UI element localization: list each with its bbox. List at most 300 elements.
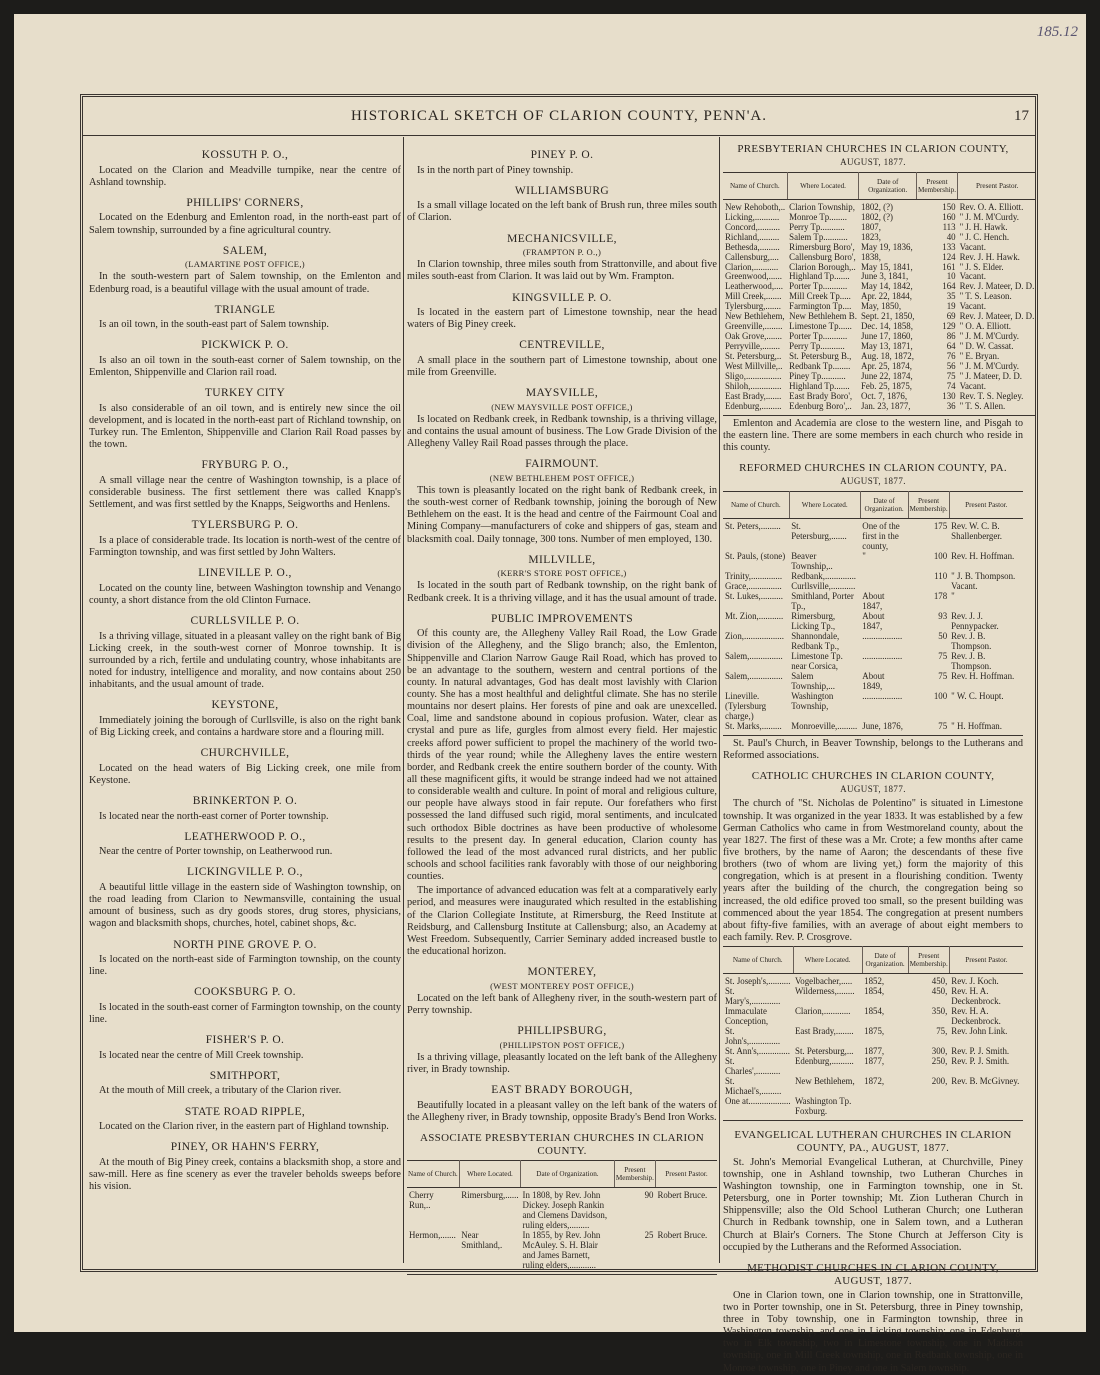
section-heading: MONTEREY, [527,966,597,979]
table-cell: " T. S. Leason. [959,291,1012,302]
table-cell: June 3, 1841, [860,271,909,282]
table-cell: Limestone Tp...... [789,321,852,332]
table-cell: " [862,551,866,562]
table-cell: St. Ann's,.............. [725,1045,790,1056]
post-office-note: (KERR'S STORE POST OFFICE,) [497,568,627,579]
section-text: This town is pleasantly located on the right bank of Redbank creek, in the south-west corner of Redbank township, joining the borough of New Bethlehem on the east. It is the head and centre of the Fairmount Coal and Mining Company—manufacturers of coke and shippers of gas, steam and blacksmith coal. Daily tonnage, 300 tons. Number of men employed, 130. [407,485,717,545]
section-heading: TRIANGLE [214,303,276,316]
table-cell: 175 [933,521,948,532]
column-header: Present Membership. [908,947,949,974]
section-text: Located on the Clarion river, in the eastern part of Highland township. [99,1121,389,1133]
table-cell: East Brady,........ [795,1026,854,1037]
table-cell: About 1847, [862,590,885,611]
table-row [723,1027,1023,1047]
table-row [723,592,1023,612]
section-heading: PHILLIPS' CORNERS, [186,196,304,209]
column-divider [719,137,720,1263]
section-heading: LEATHERWOOD P. O., [184,830,306,843]
section-text: The importance of advanced education was felt at a comparatively early period, and measures were inaugurated which resulted in the establishing of the Clarion Collegiate Institute, at Rimersburg, the Reed Institute at Reidsburg, and Callensburg Institute at Callensburg; also, an Academy at West Freedom. Subsequently, Carrier Seminary added increased bustle to the educational horizon. [407,885,717,957]
table-cell: 1877, [864,1055,885,1066]
table-cell: 75 [908,722,949,735]
column-header: Name of Church. [723,172,787,199]
table-cell: Rev. J. B. Thompson. [951,650,992,671]
table-cell: Rev. J. B. Thompson. [951,630,992,651]
catholic-text: The church of "St. Nicholas de Polentino" is situated in Limestone township. It was organized in the year 1833. It was established by a few German Catholics who came in from Westmoreland county, about the year 1827. The first of these was a Mr. Crote; a few months after came five brothers, by the name of Aaron; the descendants of these five brothers (two of whom are living yet,) form the majority of this congregation, which is at present in a flourishing condition. Twenty years after the building of the church, the congregation being so increased, the old edifice proved too small, so the present building was commenced about the year 1854. The congregation at present numbers about fifty-five families, with an average of about eight members to each family. Rev. P. Crosgrove. [723,798,1023,943]
table-cell: In 1808, by Rev. John Dickey. Joseph Rankin and Clemens Davidson, ruling elders,......... [522,1189,608,1230]
column-header: Name of Church. [407,1160,459,1187]
column-header: Present Membership. [916,172,957,199]
table-cell: Rev. O. A. Elliott. [959,201,1024,212]
table-cell: St. Petersburg,... [795,1045,854,1056]
table-cell: " E. Bryan. [959,351,1000,362]
section-heading: CENTREVILLE, [519,339,605,352]
table-cell: Mt. Zion,........... [725,610,784,621]
section-heading: CURLLSVILLE P. O. [190,615,300,628]
column-header: Name of Church. [723,947,793,974]
table-cell: Porter Tp........... [789,281,848,292]
section-heading: PUBLIC IMPROVEMENTS [490,612,634,625]
table-row [723,987,1023,1007]
table-cell: Vacant. [959,271,986,282]
post-office-note: (NEW BETHLEHEM POST OFFICE,) [489,472,635,483]
table-cell: St. Peters,......... [725,521,781,532]
table-cell: 1802, (?) [860,211,893,222]
column-two [407,141,717,1275]
table-cell: 300, [931,1045,948,1056]
presbyterian-note: Emlenton and Academia are close to the western line, and Pisgah to the eastern line. There are some members in each church who reside in this county. [723,418,1023,454]
table-cell: Rev. P. J. Smith. [951,1045,1010,1056]
column-divider [403,137,404,1263]
table-cell: Vacant. [959,241,986,252]
table-cell: Aug. 18, 1872, [860,351,914,362]
table-cell: Salem,............... [725,650,783,661]
column-header: Where Located. [787,172,859,199]
table-cell: Tylersburg,....... [725,301,781,312]
table-cell: Beaver Township,.. [791,551,833,572]
table-cell: Sligo,................ [725,371,782,382]
table-cell: Bethesda,......... [725,241,780,252]
table-cell [949,1097,1023,1120]
table-cell: 19 [946,301,956,312]
table-cell: Richland,......... [725,231,780,242]
presbyterian-title: PRESBYTERIAN CHURCHES IN CLARION COUNTY, [737,143,1009,155]
section-text: A beautiful little village in the eastern side of Washington township, on the road leading from Clarion to Newmansville, containing the usual amount of business, such as dry goods stores, drug stores, physicians, wagon and blacksmith shops, churches, hotel, cabinet shops, &c. [89,881,401,930]
table-cell: " W. C. Houpt. [951,690,1004,701]
table-cell: May 13, 1871, [860,341,913,352]
column-header: Present Membership. [614,1160,655,1187]
table-row [407,1187,717,1230]
table-cell: Callensburg,.... [725,251,779,262]
table-cell: St. Petersburg B., [789,351,852,362]
section-text: Located on the left bank of Allegheny river, in the south-western part of Perry township. [407,992,717,1016]
table-cell: 75 [938,650,948,661]
section-text: Is in the north part of Piney township. [417,164,574,176]
table-cell: Immaculate Conception, [725,1006,769,1027]
assoc-presbyterian-table [407,1160,717,1275]
section-heading: BRINKERTON P. O. [192,794,298,807]
section-heading: PINEY P. O. [530,149,594,161]
table-cell [908,1097,949,1120]
table-cell: 113 [942,221,956,232]
table-cell: St. Joseph's,.......... [725,976,791,987]
table-cell: 69 [946,311,956,322]
table-cell: Vacant. [951,580,978,591]
table-cell: New Rehoboth,.. [725,201,786,212]
post-office-note: (WEST MONTEREY POST OFFICE,) [490,980,634,991]
section-text: Is located near the centre of Mill Creek township. [99,1049,304,1061]
section-heading: LINEVILLE P. O., [198,567,292,580]
table-cell: 50 [938,630,948,641]
column-header: Present Pastor. [949,947,1023,974]
column-header: Where Located. [793,947,862,974]
table-row [723,199,1036,212]
table-cell: 1802, (?) [860,201,893,212]
section-heading: SALEM, [222,244,268,257]
table-cell: Trinity,.............. [725,571,783,582]
table-cell: Rev. J. J. Pennypacker. [951,610,999,631]
table-cell: Edenburg,......... [723,402,787,415]
table-cell: Greenville,........ [725,321,783,332]
table-cell: Rev. J. Mateer, D. D. [959,281,1035,292]
table-row [723,1077,1023,1097]
table-cell: Leatherwood,.... [725,281,783,292]
table-cell: 1854, [864,986,885,997]
table-cell: In 1855, by Rev. John McAuley. S. H. Blair and James Barnett, ruling elders,............ [521,1231,615,1274]
table-cell: New Bethlehem, [725,311,785,322]
table-cell: Rev. H. Hoffman. [951,670,1015,681]
table-cell: Apr. 22, 1844, [860,291,912,302]
table-cell: 250, [931,1055,948,1066]
section-heading: FAIRMOUNT. [525,458,599,471]
table-row [723,402,1036,415]
table-cell: " O. A. Elliott. [959,321,1012,332]
table-cell: Redbank,.............. [791,571,857,582]
section-text: In Clarion township, three miles south from Strattonville, and about five miles south-east from Clarion. It was laid out by Wm. Frampton. [407,259,717,283]
table-cell: Piney Tp........... [789,371,846,382]
table-cell: Jan. 23, 1877, [859,402,917,415]
table-cell: Rev. H. Hoffman. [951,551,1015,562]
table-cell: Shiloh,.............. [725,381,782,392]
table-row [723,1007,1023,1027]
table-cell: Clarion,............ [795,1006,851,1017]
table-cell: Concord,.......... [725,221,780,232]
table-cell: 1872, [864,1075,885,1086]
table-cell: Smithland, Porter Tp., [791,590,854,611]
section-heading: MAYSVILLE, [525,387,599,400]
table-cell: Greenwood,...... [725,271,782,282]
table-cell: Edenburg,.......... [795,1055,854,1066]
table-cell: 40 [946,231,956,242]
table-cell: Perry Tp........... [789,221,845,232]
table-row [407,1231,717,1274]
table-cell: 75 [946,371,956,382]
section-text: Immediately joining the borough of Curllsville, is also on the right bank of Big Licking creek, and contains a hardware store and a flouring mill. [89,714,401,738]
table-cell: " D. W. Cassat. [959,341,1014,352]
reformed-note: St. Paul's Church, in Beaver Township, belongs to the Lutherans and Reformed associations. [723,737,1023,761]
reformed-date: AUGUST, 1877. [840,476,906,487]
section-heading: LICKINGVILLE P. O., [187,866,303,879]
table-cell: Rev. John Link. [951,1026,1008,1037]
table-cell: 124 [942,251,956,262]
section-text: At the mouth of Big Piney creek, contains a blacksmith shop, a store and saw-mill. Here as fine scenery as ever the traveler beholds sweeps before his vision. [89,1156,401,1193]
column-one [89,141,401,1193]
table-cell: Apr. 25, 1874, [860,361,912,372]
table-cell: About 1849, [862,670,885,691]
page-header [83,97,1035,136]
table-cell: Feb. 25, 1875, [860,381,912,392]
section-heading: KOSSUTH P. O., [201,149,289,161]
column-header: Present Pastor. [655,1160,717,1187]
table-cell: Lineville. (Tylersburg charge,) [725,690,767,721]
table-cell: 1852, [864,976,885,987]
table-cell: 64 [946,341,956,352]
table-cell: Mill Creek,....... [725,291,782,302]
lutheran-title: EVANGELICAL LUTHERAN CHURCHES IN CLARION COUNTY, PA., AUGUST, 1877. [734,1128,1012,1154]
table-cell: 200, [931,1075,948,1086]
catholic-date: AUGUST, 1877. [840,783,906,794]
section-text: Is also considerable of an oil town, and is entirely new since the oil development, and is located in the north-east part of Richland township, on Turkey run. The Emlenton, Shippenville and Clarion Rail Road passes by the town. [89,402,401,451]
table-cell: Rev. W. C. B. Shallenberger. [951,521,1002,542]
section-heading: TURKEY CITY [204,387,286,400]
column-header: Name of Church. [723,492,789,519]
table-cell: East Brady Boro', [789,391,853,402]
section-text: A small place in the southern part of Limestone township, about one mile from Greenville. [407,354,717,379]
table-cell: Oct. 7, 1876, [860,391,908,402]
table-cell: Mill Creek Tp..... [789,291,851,302]
table-cell: 160 [942,211,956,222]
table-cell: 1823, [860,231,881,242]
table-cell: Hermon,....... [407,1231,459,1274]
table-cell: June, 1876, [860,722,908,735]
column-header: Where Located. [459,1160,520,1187]
table-cell: Sept. 21, 1850, [860,311,915,322]
table-cell: May 15, 1841, [860,261,913,272]
section-heading: EAST BRADY BOROUGH, [491,1084,633,1097]
table-cell: St. Pauls, (stone) [725,551,786,562]
section-text: Is a place of considerable trade. Its location is north-west of the centre of Farmington township, and was first settled by John Walters. [89,534,401,559]
table-cell: Rev. H. A. Deckenbrock. [951,986,1001,1007]
table-cell: " T. S. Allen. [958,402,1037,415]
table-cell: Curllsville,........... [791,580,856,591]
table-row [723,519,1023,552]
column-header: Present Pastor. [949,492,1023,519]
table-cell: Highland Tp....... [789,271,850,282]
column-header: Date of Organization. [521,1160,615,1187]
table-cell: .................. [862,650,903,661]
section-text: Located on the county line, between Washington township and Venango county, a short distance from the old Clinton Furnace. [89,582,401,606]
section-text: Near the centre of Porter township, on Leatherwood run. [99,846,333,858]
table-row [723,652,1023,672]
table-cell: Monroeville,......... [789,722,860,735]
table-cell: St. Lukes,.......... [725,590,783,601]
section-text: Is a thriving village, situated in a pleasant valley on the right bank of Big Licking creek, in the south-west corner of Monroe township. It is surrounded by a rich, fertile and undulating country, whose inhabitants are noted for industry, intelligence and morality, and now contains about 250 inhabitants, and the usual amount of trade. [89,630,401,691]
reformed-title: REFORMED CHURCHES IN CLARION COUNTY, PA. [739,462,1007,475]
table-cell: Robert Bruce. [657,1189,708,1200]
table-cell: 1838, [860,251,881,262]
column-two-sections [407,141,717,1124]
table-cell: May 19, 1836, [860,241,913,252]
table-cell: " J. H. Hawk. [959,221,1008,232]
page-title: HISTORICAL SKETCH OF CLARION COUNTY, PENN'A. [350,108,768,124]
table-cell: " J. M. M'Curdy. [959,211,1019,222]
table-cell: " J. M. M'Curdy. [959,361,1019,372]
table-row [723,974,1023,987]
table-cell: 76 [946,351,956,362]
table-cell: One at................... [723,1097,793,1120]
section-text: A small village near the centre of Washington township, is a place of considerable business. The first settlement there was called Knapp's Settlement, and was first settled by the Knapps, Seigworths and Henlens. [89,474,401,511]
table-cell: June 22, 1874, [860,371,913,382]
table-cell: Highland Tp....... [789,381,850,392]
section-heading: PHILLIPSBURG, [517,1025,607,1038]
table-cell: Rev. P. J. Smith. [951,1055,1010,1066]
table-row [723,1097,1023,1120]
table-cell: Callensburg Boro', [789,251,856,262]
section-text: Is located on Redbank creek, in Redbank township, is a thriving village, and contains the usual amount of business. The Low Grade Division of the Allegheny Valley Rail Road passes through the place. [407,413,717,450]
table-row [723,1057,1023,1077]
table-cell: 74 [946,381,956,392]
section-text: Located on the Edenburg and Emlenton road, in the north-east part of Salem township, surrounded by a fine agricultural country. [89,212,401,236]
table-cell: 10 [946,271,956,282]
section-heading: FISHER'S P. O. [205,1034,285,1047]
section-text: Is also an oil town in the south-east corner of Salem township, on the Emlenton, Shippenville and Clarion rail road. [89,354,401,379]
table-cell: St. Mary's,............. [725,986,781,1007]
section-text: Is a thriving village, pleasantly located on the left bank of the Allegheny river, in Brady township. [407,1051,717,1075]
table-cell: Zion,.................. [725,630,784,641]
presbyterian-table [723,172,1036,416]
methodist-title: METHODIST CHURCHES IN CLARION COUNTY, AUGUST, 1877. [747,1261,999,1287]
table-cell: 90 [644,1189,654,1200]
table-cell: 75 [938,670,948,681]
table-cell: 100 [933,690,948,701]
column-header: Date of Organization. [859,172,917,199]
table-cell: Perry Tp........... [789,341,845,352]
table-cell: St. Marks,......... [723,722,789,735]
table-cell: Vacant. [959,381,986,392]
table-cell: Robert Bruce. [655,1231,717,1274]
table-cell: 1875, [864,1026,885,1037]
table-cell: 35 [946,291,956,302]
table-cell: Rimersburg Boro', [789,241,855,252]
column-header: Present Pastor. [958,172,1037,199]
presbyterian-date: AUGUST, 1877. [840,156,906,167]
table-cell: East Brady,....... [725,391,782,402]
table-cell: Rev. J. H. Hawk. [959,251,1020,262]
table-cell: Rev. T. S. Negley. [959,391,1024,402]
table-cell: Cherry Run,.. [409,1189,434,1210]
table-cell: 86 [946,331,956,342]
section-heading: COOKSBURG P. O. [194,986,296,999]
section-heading: PICKWICK P. O. [201,339,289,352]
section-text: Is located in the south-east corner of Farmington township, on the county line. [89,1001,401,1026]
section-text: Is located near the north-east corner of Porter township. [99,810,329,822]
table-cell: " J. Mateer, D. D. [959,371,1022,382]
table-row [723,552,1023,572]
table-cell: Edenburg Boro',.. [787,402,859,415]
table-cell: St. John's,.............. [725,1026,781,1046]
section-text: In the south-western part of Salem township, on the Emlenton and Edenburg road, is a beautiful village with the usual amount of trade. [89,271,401,295]
table-cell: Licking,........... [725,211,780,222]
table-cell: Dec. 14, 1858, [860,321,913,332]
table-cell: 36 [916,402,957,415]
table-cell: St. Michael's,......... [725,1075,782,1096]
table-cell [860,572,908,582]
table-cell: Rev. B. McGivney. [951,1075,1020,1086]
table-cell: .................. [862,630,903,641]
table-cell: Clarion,........... [725,261,779,272]
table-cell: Grace,............... [725,580,782,591]
column-header: Date of Organization. [862,947,908,974]
table-cell: Rev. H. A. Deckenbrock. [951,1006,1001,1027]
table-cell: 450, [931,986,948,997]
table-cell: One of the first in the county, [862,521,900,552]
table-cell: Rimersburg, Licking Tp., [791,610,836,631]
table-cell: Washington Township, [791,690,834,711]
section-heading: KEYSTONE, [211,699,279,712]
table-cell: St. Charles',........... [725,1055,781,1076]
post-office-note: (LAMARTINE POST OFFICE,) [185,259,305,270]
table-cell: " J. M. M'Curdy. [959,331,1019,342]
table-cell: June 17, 1860, [860,331,913,342]
table-cell: Shannondale, Redbank Tp., [791,630,840,651]
table-cell: Clarion Borough,.. [789,261,856,272]
reformed-table [723,491,1023,735]
table-cell: New Bethlehem, [795,1075,855,1086]
section-text: Is located on the north-east side of Farmington township, on the county line. [89,954,401,978]
page-frame [80,94,1038,1374]
document-page [14,14,1086,1374]
table-cell: St. Petersburg,....... [791,521,847,542]
section-heading: KINGSVILLE P. O. [512,291,612,304]
table-cell: Perryville,........ [725,341,780,352]
table-cell: 110 [934,571,948,582]
section-text: Beautifully located in a pleasant valley on the left bank of the waters of the Allegheny river, in Brady township, opposite Brady's Bend Iron Works. [407,1099,717,1123]
table-cell: Porter Tp........... [789,331,848,342]
table-cell: 150 [942,201,956,212]
post-office-note: (NEW MAYSVILLE POST OFFICE,) [491,401,633,412]
section-text: Is located in the eastern part of Limestone township, near the head waters of Big Piney creek. [407,307,717,331]
table-row [723,722,1023,735]
table-cell: About 1847, [862,610,885,631]
section-heading: SMITHPORT, [209,1069,281,1082]
section-heading: MILLVILLE, [528,553,596,566]
section-heading: WILLIAMSBURG [514,184,610,197]
table-cell: " J. C. Hench. [959,231,1010,242]
table-cell: " H. Hoffman. [949,722,1023,735]
section-text: Of this county are, the Allegheny Valley Rail Road, the Low Grade division of the Allegheny, and the Sligo branch; also, the Emlenton, Shippenville and Clarion Narrow Gauge Rail Road, which has proved to be an advantage to the southern, western and central portions of the county. In natural advantages, God has dealt most lavishly with Clarion county. She has a most healthful and delightful climate. She has no sterile mountains nor desert plains. Her forests of pine and oak are unexcelled. Coal, lime and sandstone abound in copious profusion. Water, clear as crystal and pure as life, gurgles from almost every field. Her majestic creeks afford power sufficient to propel the machinery of the world two-thirds of the year round; while the Allegheny laves the entire western border, and Redbank creek the entire southern border of the county. With all these magnificent gifts, it would be strange indeed had we not attained to considerable wealth and culture. In point of moral and religious culture, our people have always stood in fair repute. Our forefathers who first possessed the land diffused such rigid, moral sentiments, and inculcated such orthodox Bible doctrines as have been productive of wholesome results to the present day. In general education, Clarion county has followed the lead of the most advanced rural districts, and her public schools and school facilities rank favorably with those of our neighboring counties. [407,628,717,883]
table-cell: 450, [931,976,948,987]
table-cell: " [951,590,955,601]
table-row [723,692,1023,722]
section-heading: PINEY, OR HAHN'S FERRY, [170,1141,320,1154]
table-cell: Vacant. [959,301,986,312]
column-header: Where Located. [789,492,860,519]
section-text: At the mouth of Mill creek, a tributary of the Clarion river. [99,1085,342,1097]
table-cell: Monroe Tp........ [789,211,847,222]
section-text: Located on the head waters of Big Licking creek, one mile from Keystone. [89,762,401,786]
table-cell: 350, [931,1006,948,1017]
section-heading: MECHANICSVILLE, [507,232,617,245]
section-text: Is located in the south part of Redbank township, on the right bank of Redbank creek. It is a thriving village, and it has the usual amount of trade. [407,580,717,604]
table-cell: Vogelbacher,..... [795,976,853,987]
section-text: Located on the Clarion and Meadville turnpike, near the centre of Ashland township. [89,164,401,188]
table-cell: West Millville,.. [725,361,783,372]
table-cell: 161 [942,261,956,272]
assoc-table-title: ASSOCIATE PRESBYTERIAN CHURCHES IN CLARION COUNTY. [420,1131,704,1157]
table-cell: Rev. J. Mateer, D. D. [959,311,1035,322]
table-cell: 75, [936,1026,948,1037]
table-cell: Wilderness,........ [795,986,855,997]
table-cell: Limestone Tp. near Corsica, [791,650,843,671]
